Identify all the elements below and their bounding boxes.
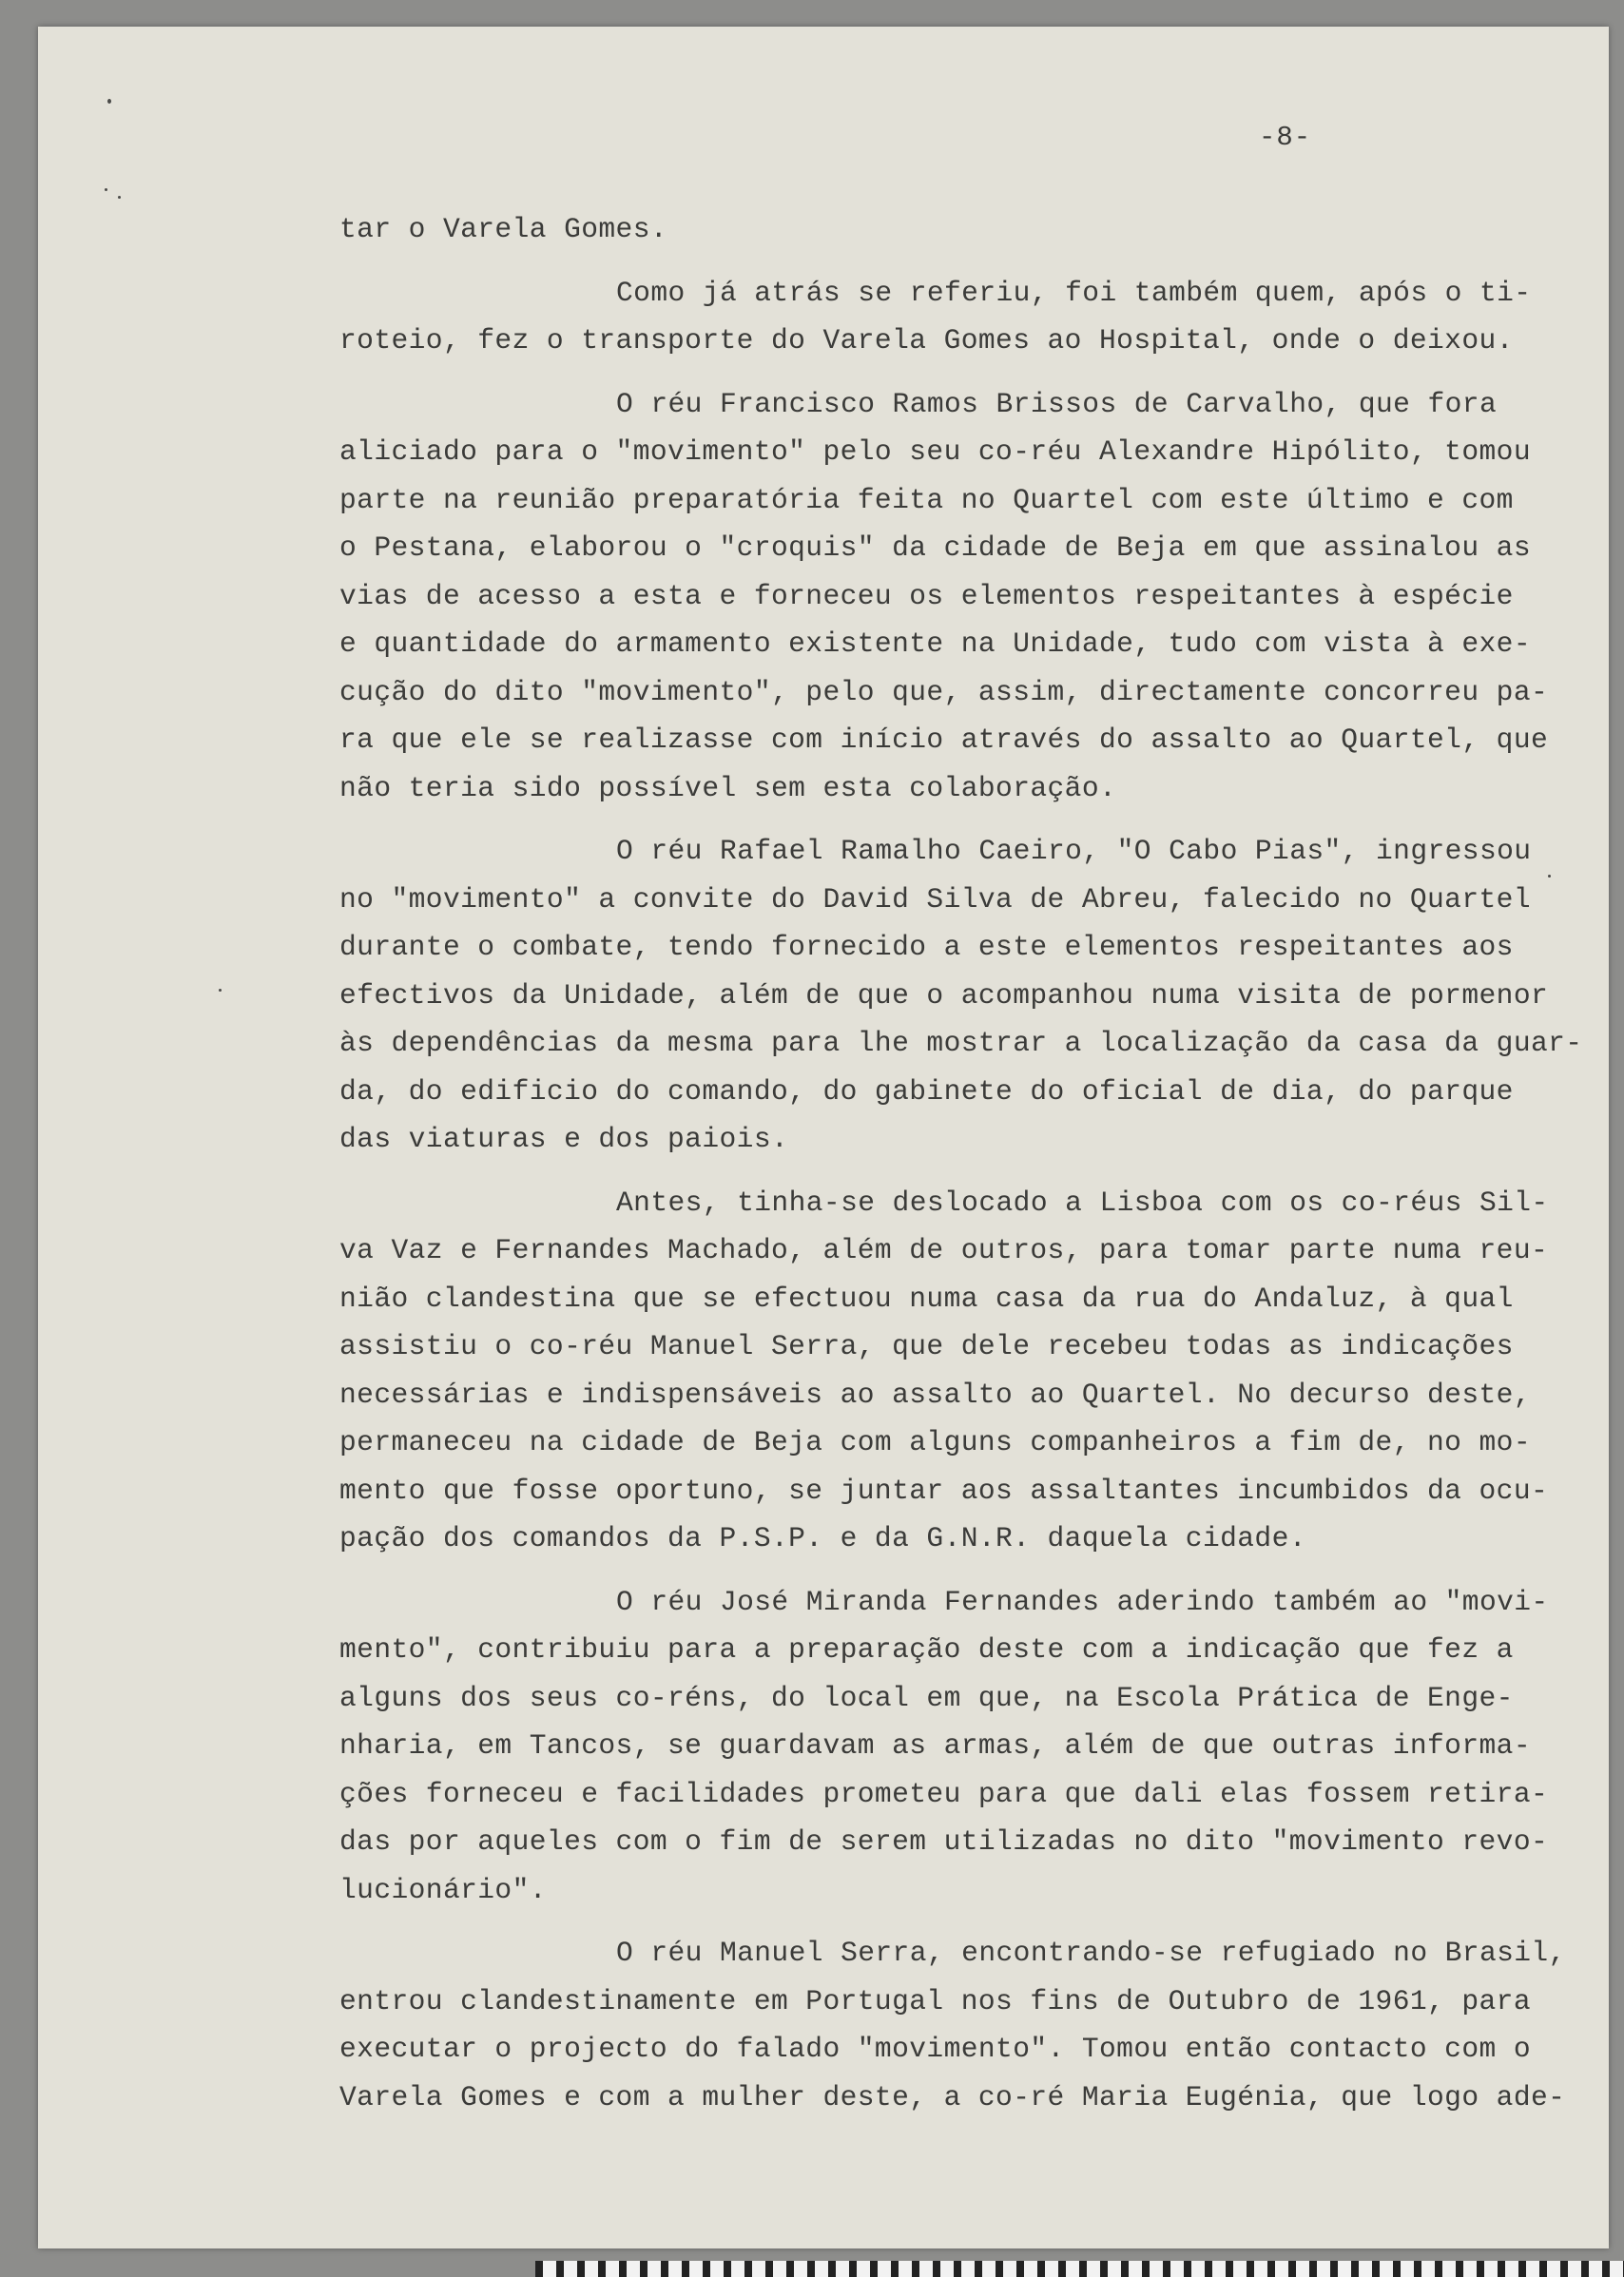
text-line: no "movimento" a convite do David Silva de Abreu, falecido no Quartel bbox=[339, 882, 1531, 916]
text-line: O réu Francisco Ramos Brissos de Carvalho, que fora bbox=[616, 387, 1498, 420]
text-line: executar o projecto do falado "movimento". Tomou então contacto com o bbox=[339, 2033, 1531, 2065]
text-line: nião clandestina que se efectuou numa casa da rua do Andaluz, à qual bbox=[339, 1282, 1514, 1315]
text-line: Varela Gomes e com a mulher deste, a co-ré Maria Eugénia, que logo ade- bbox=[339, 2080, 1566, 2113]
text-line: O réu Rafael Ramalho Caeiro, "O Cabo Pias", ingressou bbox=[616, 835, 1532, 867]
text-line: o Pestana, elaborou o "croquis" da cidade de Beja em que assinalou as bbox=[339, 531, 1531, 564]
paper-speck bbox=[219, 989, 222, 992]
text-line: mento", contribuiu para a preparação deste com a indicação que fez a bbox=[339, 1633, 1514, 1666]
page-number: -8- bbox=[1259, 122, 1312, 153]
text-line: das por aqueles com o fim de serem utilizadas no dito "movimento revo- bbox=[339, 1825, 1549, 1858]
text-line: Antes, tinha-se deslocado a Lisboa com os co-réus Sil- bbox=[616, 1186, 1549, 1219]
text-line: alguns dos seus co-réns, do local em que, na Escola Prática de Enge- bbox=[339, 1681, 1514, 1714]
text-line: às dependências da mesma para lhe mostrar a localização da casa da guar- bbox=[339, 1027, 1583, 1059]
text-line: assistiu o co-réu Manuel Serra, que dele recebeu todas as indicações bbox=[339, 1330, 1514, 1362]
text-line: e quantidade do armamento existente na Unidade, tudo com vista à exe- bbox=[339, 627, 1531, 660]
text-line: pação dos comandos da P.S.P. e da G.N.R. daquela cidade. bbox=[339, 1522, 1306, 1554]
text-line: durante o combate, tendo fornecido a este elementos respeitantes aos bbox=[339, 931, 1514, 963]
paragraph-gap bbox=[339, 1914, 1585, 1929]
text-line: aliciado para o "movimento" pelo seu co-réu Alexandre Hipólito, tomou bbox=[339, 435, 1531, 468]
paper-speck bbox=[107, 99, 111, 104]
paragraph-gap bbox=[339, 1563, 1585, 1578]
text-line: ções forneceu e facilidades prometeu para que dali elas fossem retira- bbox=[339, 1777, 1549, 1810]
text-line: cução do dito "movimento", pelo que, assim, directamente concorreu pa- bbox=[339, 675, 1549, 708]
paragraph-gap bbox=[339, 254, 1585, 269]
text-line: permaneceu na cidade de Beja com alguns companheiros a fim de, no mo- bbox=[339, 1426, 1531, 1458]
text-line: va Vaz e Fernandes Machado, além de outros, para tomar parte numa reu- bbox=[339, 1234, 1549, 1266]
text-line: necessárias e indispensáveis ao assalto ao Quartel. No decurso deste, bbox=[339, 1378, 1531, 1411]
paragraph-gap bbox=[339, 365, 1585, 380]
text-line: roteio, fez o transporte do Varela Gomes ao Hospital, onde o deixou. bbox=[339, 324, 1514, 357]
scan-ruler bbox=[535, 2261, 1624, 2277]
text-line: ra que ele se realizasse com início através do assalto ao Quartel, que bbox=[339, 724, 1549, 756]
text-line: efectivos da Unidade, além de que o acompanhou numa visita de pormenor bbox=[339, 978, 1549, 1012]
document-body bbox=[339, 205, 1585, 2121]
paragraph-gap bbox=[339, 812, 1585, 827]
text-line: das viaturas e dos paiois. bbox=[339, 1123, 789, 1155]
paragraph-gap bbox=[339, 1164, 1585, 1179]
text-line: nharia, em Tancos, se guardavam as armas, além de que outras informa- bbox=[339, 1729, 1531, 1762]
text-line: mento que fosse oportuno, se juntar aos assaltantes incumbidos da ocu- bbox=[339, 1474, 1549, 1507]
text-line: vias de acesso a esta e forneceu os elementos respeitantes à espécie bbox=[339, 579, 1514, 612]
text-line: entrou clandestinamente em Portugal nos fins de Outubro de 1961, para bbox=[339, 1984, 1531, 2017]
text-line: O réu Manuel Serra, encontrando-se refugiado no Brasil, bbox=[616, 1937, 1566, 1969]
text-line: parte na reunião preparatória feita no Quartel com este último e com bbox=[339, 483, 1514, 516]
text-line: O réu José Miranda Fernandes aderindo também ao "movi- bbox=[616, 1585, 1549, 1618]
text-line: não teria sido possível sem esta colaboração. bbox=[339, 771, 1117, 804]
text-line: da, do edificio do comando, do gabinete do oficial de dia, do parque bbox=[339, 1074, 1514, 1108]
text-line: tar o Varela Gomes. bbox=[339, 213, 668, 245]
paper-speck bbox=[105, 188, 107, 191]
paper-speck bbox=[118, 196, 121, 199]
text-line: Como já atrás se referiu, foi também quem, após o ti- bbox=[616, 276, 1532, 309]
text-line: lucionário". bbox=[339, 1873, 547, 1906]
